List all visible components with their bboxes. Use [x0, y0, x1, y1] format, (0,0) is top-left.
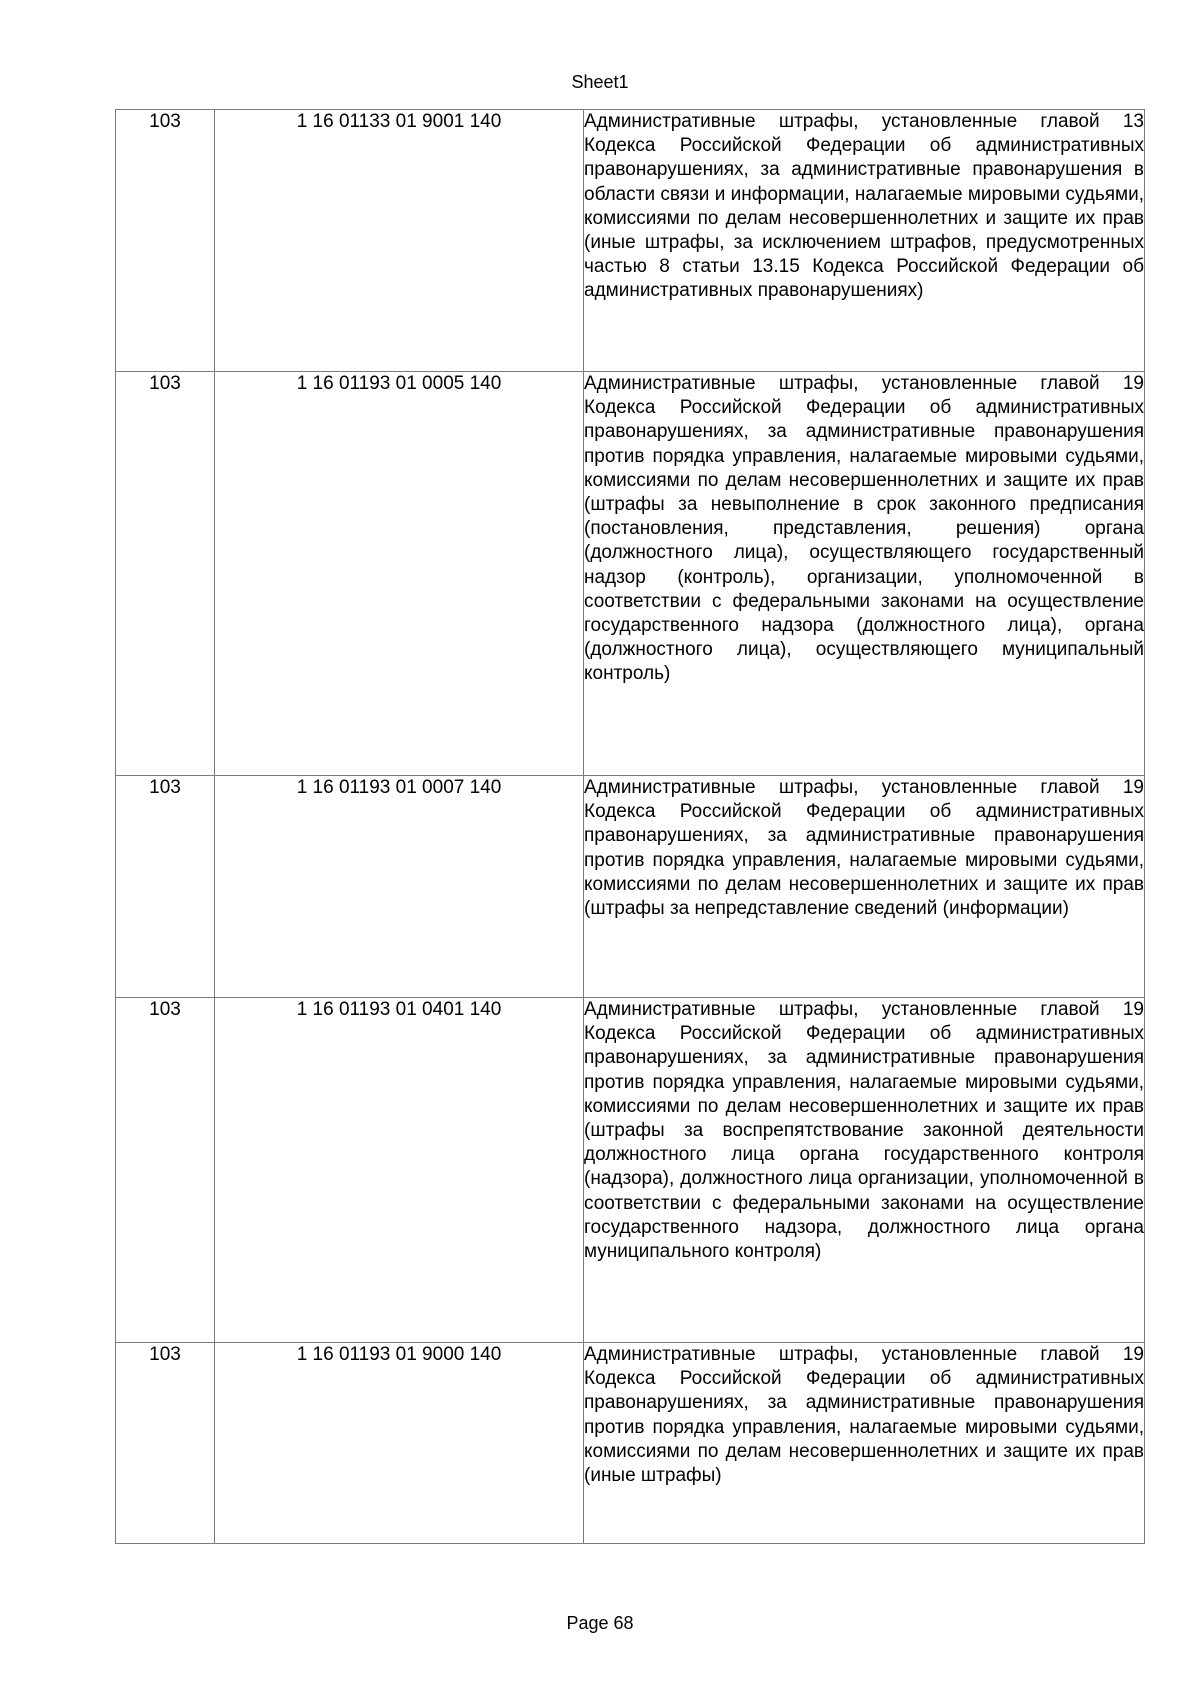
kbk-code-cell: 1 16 01193 01 9000 140	[215, 1343, 584, 1544]
admin-code-cell: 103	[116, 372, 215, 776]
description-cell: Административные штрафы, установленные главой 19 Кодекса Российской Федерации об административных правонарушениях, за административные правонарушения против порядка управления, налагаемые мировыми судьями, комиссиями по делам несовершеннолетних и защите их прав (иные штрафы)	[584, 1343, 1145, 1544]
description-cell: Административные штрафы, установленные главой 19 Кодекса Российской Федерации об административных правонарушениях, за административные правонарушения против порядка управления, налагаемые мировыми судьями, комиссиями по делам несовершеннолетних и защите их прав (штрафы за невыполнение в срок законного предписания (постановления, представления, решения) органа (должностного лица), осуществляющего государственный надзор (контроль), организации, уполномоченной в соответствии с федеральными законами на осуществление государственного надзора (должностного лица), органа (должностного лица), осуществляющего муниципальный контроль)	[584, 372, 1145, 776]
table-row	[116, 372, 1145, 776]
kbk-code-cell: 1 16 01133 01 9001 140	[215, 110, 584, 372]
description-cell: Административные штрафы, установленные главой 13 Кодекса Российской Федерации об административных правонарушениях, за административные правонарушения в области связи и информации, налагаемые мировыми судьями, комиссиями по делам несовершеннолетних и защите их прав (иные штрафы, за исключением штрафов, предусмотренных частью 8 статьи 13.15 Кодекса Российской Федерации об административных правонарушениях)	[584, 110, 1145, 372]
page-number: Page 68	[566, 1613, 634, 1633]
table-row	[116, 998, 1145, 1343]
table-row	[116, 1343, 1145, 1544]
admin-code-cell: 103	[116, 110, 215, 372]
sheet-title: Sheet1	[571, 72, 629, 92]
budget-codes-table	[115, 109, 1145, 1544]
kbk-code-cell: 1 16 01193 01 0005 140	[215, 372, 584, 776]
kbk-code-cell: 1 16 01193 01 0401 140	[215, 998, 584, 1343]
kbk-code-cell: 1 16 01193 01 0007 140	[215, 776, 584, 998]
admin-code-cell: 103	[116, 998, 215, 1343]
table-row	[116, 110, 1145, 372]
description-cell: Административные штрафы, установленные главой 19 Кодекса Российской Федерации об административных правонарушениях, за административные правонарушения против порядка управления, налагаемые мировыми судьями, комиссиями по делам несовершеннолетних и защите их прав (штрафы за непредставление сведений (информации)	[584, 776, 1145, 998]
description-cell: Административные штрафы, установленные главой 19 Кодекса Российской Федерации об административных правонарушениях, за административные правонарушения против порядка управления, налагаемые мировыми судьями, комиссиями по делам несовершеннолетних и защите их прав (штрафы за воспрепятствование законной деятельности должностного лица органа государственного контроля (надзора), должностного лица организации, уполномоченной в соответствии с федеральными законами на осуществление государственного надзора, должностного лица органа муниципального контроля)	[584, 998, 1145, 1343]
table-row	[116, 776, 1145, 998]
admin-code-cell: 103	[116, 1343, 215, 1544]
admin-code-cell: 103	[116, 776, 215, 998]
